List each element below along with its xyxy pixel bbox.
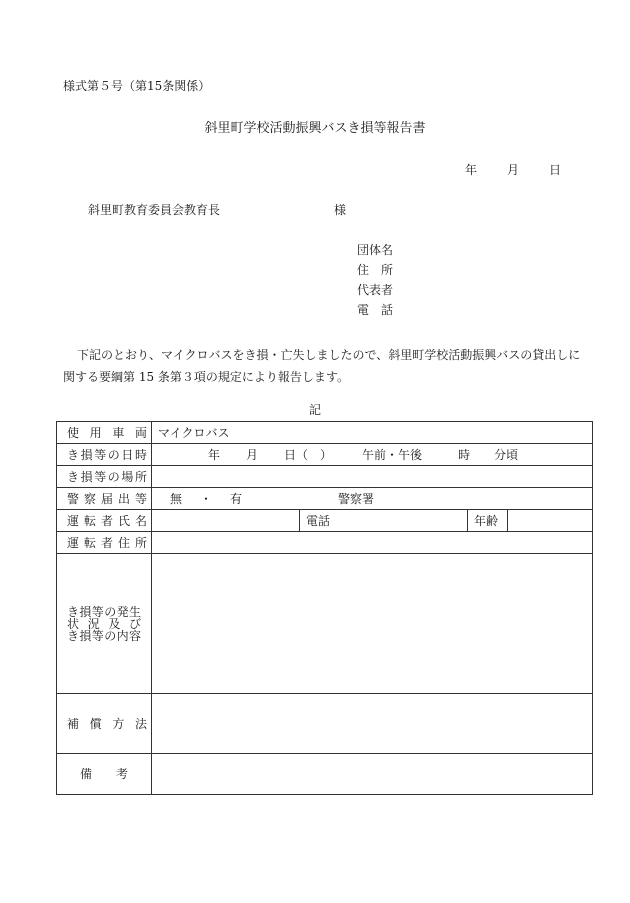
datetime-hour: 時 xyxy=(458,447,471,462)
reporter-group-name-label: 団体名 xyxy=(357,243,394,257)
place-label: き損等の場所 xyxy=(57,466,152,488)
datetime-label: き損等の日時 xyxy=(57,444,152,466)
police-value[interactable] xyxy=(152,488,593,510)
honorific: 様 xyxy=(334,203,347,217)
situation-value[interactable] xyxy=(152,554,593,694)
addressee: 斜里町教育委員会教育長 xyxy=(88,203,221,217)
datetime-value[interactable] xyxy=(152,444,593,466)
driver-name-value[interactable] xyxy=(152,510,300,532)
driver-age-label: 年齢 xyxy=(468,510,508,532)
datetime-minute: 分頃 xyxy=(494,447,519,462)
document-title: 斜里町学校活動振興バスき損等報告書 xyxy=(204,121,426,136)
police-separator: ・ xyxy=(200,491,213,506)
driver-address-label: 運転者住所 xyxy=(57,532,152,554)
row-police xyxy=(57,488,593,510)
vehicle-label: 使用車両 xyxy=(57,422,152,444)
driver-phone-cell[interactable] xyxy=(300,510,468,532)
police-no-option[interactable]: 無 xyxy=(170,491,183,506)
body-text: 下記のとおり、マイクロバスをき損・亡失しましたので、斜里町学校活動振興バスの貸出しに関する要綱第 15 条第３項の規定により報告します。 xyxy=(63,348,581,384)
row-driver-address xyxy=(57,532,593,554)
datetime-year: 年 xyxy=(208,447,221,462)
datetime-ampm: 午前・午後 xyxy=(362,447,423,462)
row-place xyxy=(57,466,593,488)
row-datetime xyxy=(57,444,593,466)
form-number: 様式第５号（第15条関係） xyxy=(63,79,211,93)
datetime-day: 日（ ） xyxy=(284,447,333,462)
police-station-label: 警察署 xyxy=(338,491,375,506)
row-remarks xyxy=(57,754,593,795)
row-situation xyxy=(57,554,593,694)
row-compensation xyxy=(57,694,593,754)
driver-phone-label: 電話 xyxy=(306,513,331,528)
police-label: 警察届出等 xyxy=(57,488,152,510)
compensation-value[interactable] xyxy=(152,694,593,754)
date-day: 日 xyxy=(549,163,562,177)
driver-name-label: 運転者氏名 xyxy=(57,510,152,532)
report-table xyxy=(56,421,593,795)
vehicle-value[interactable]: マイクロバス xyxy=(152,422,593,444)
datetime-month: 月 xyxy=(246,447,259,462)
reporter-representative-label: 代表者 xyxy=(357,283,394,297)
date-month: 月 xyxy=(507,163,520,177)
date-year: 年 xyxy=(465,163,478,177)
compensation-label: 補償方法 xyxy=(57,694,152,754)
remarks-value[interactable] xyxy=(152,754,593,795)
place-value[interactable] xyxy=(152,466,593,488)
report-date xyxy=(465,164,561,176)
police-yes-option[interactable]: 有 xyxy=(230,491,243,506)
reporter-address-label: 住 所 xyxy=(357,263,394,277)
situation-label: き損等の発生 状況及び き損等の内容 xyxy=(57,554,152,694)
driver-address-value[interactable] xyxy=(152,532,593,554)
reporter-phone-label: 電 話 xyxy=(357,303,394,317)
ki-label: 記 xyxy=(308,403,321,417)
driver-age-value[interactable] xyxy=(508,510,593,532)
remarks-label: 備 考 xyxy=(57,754,152,795)
row-driver xyxy=(57,510,593,532)
row-vehicle xyxy=(57,422,593,444)
